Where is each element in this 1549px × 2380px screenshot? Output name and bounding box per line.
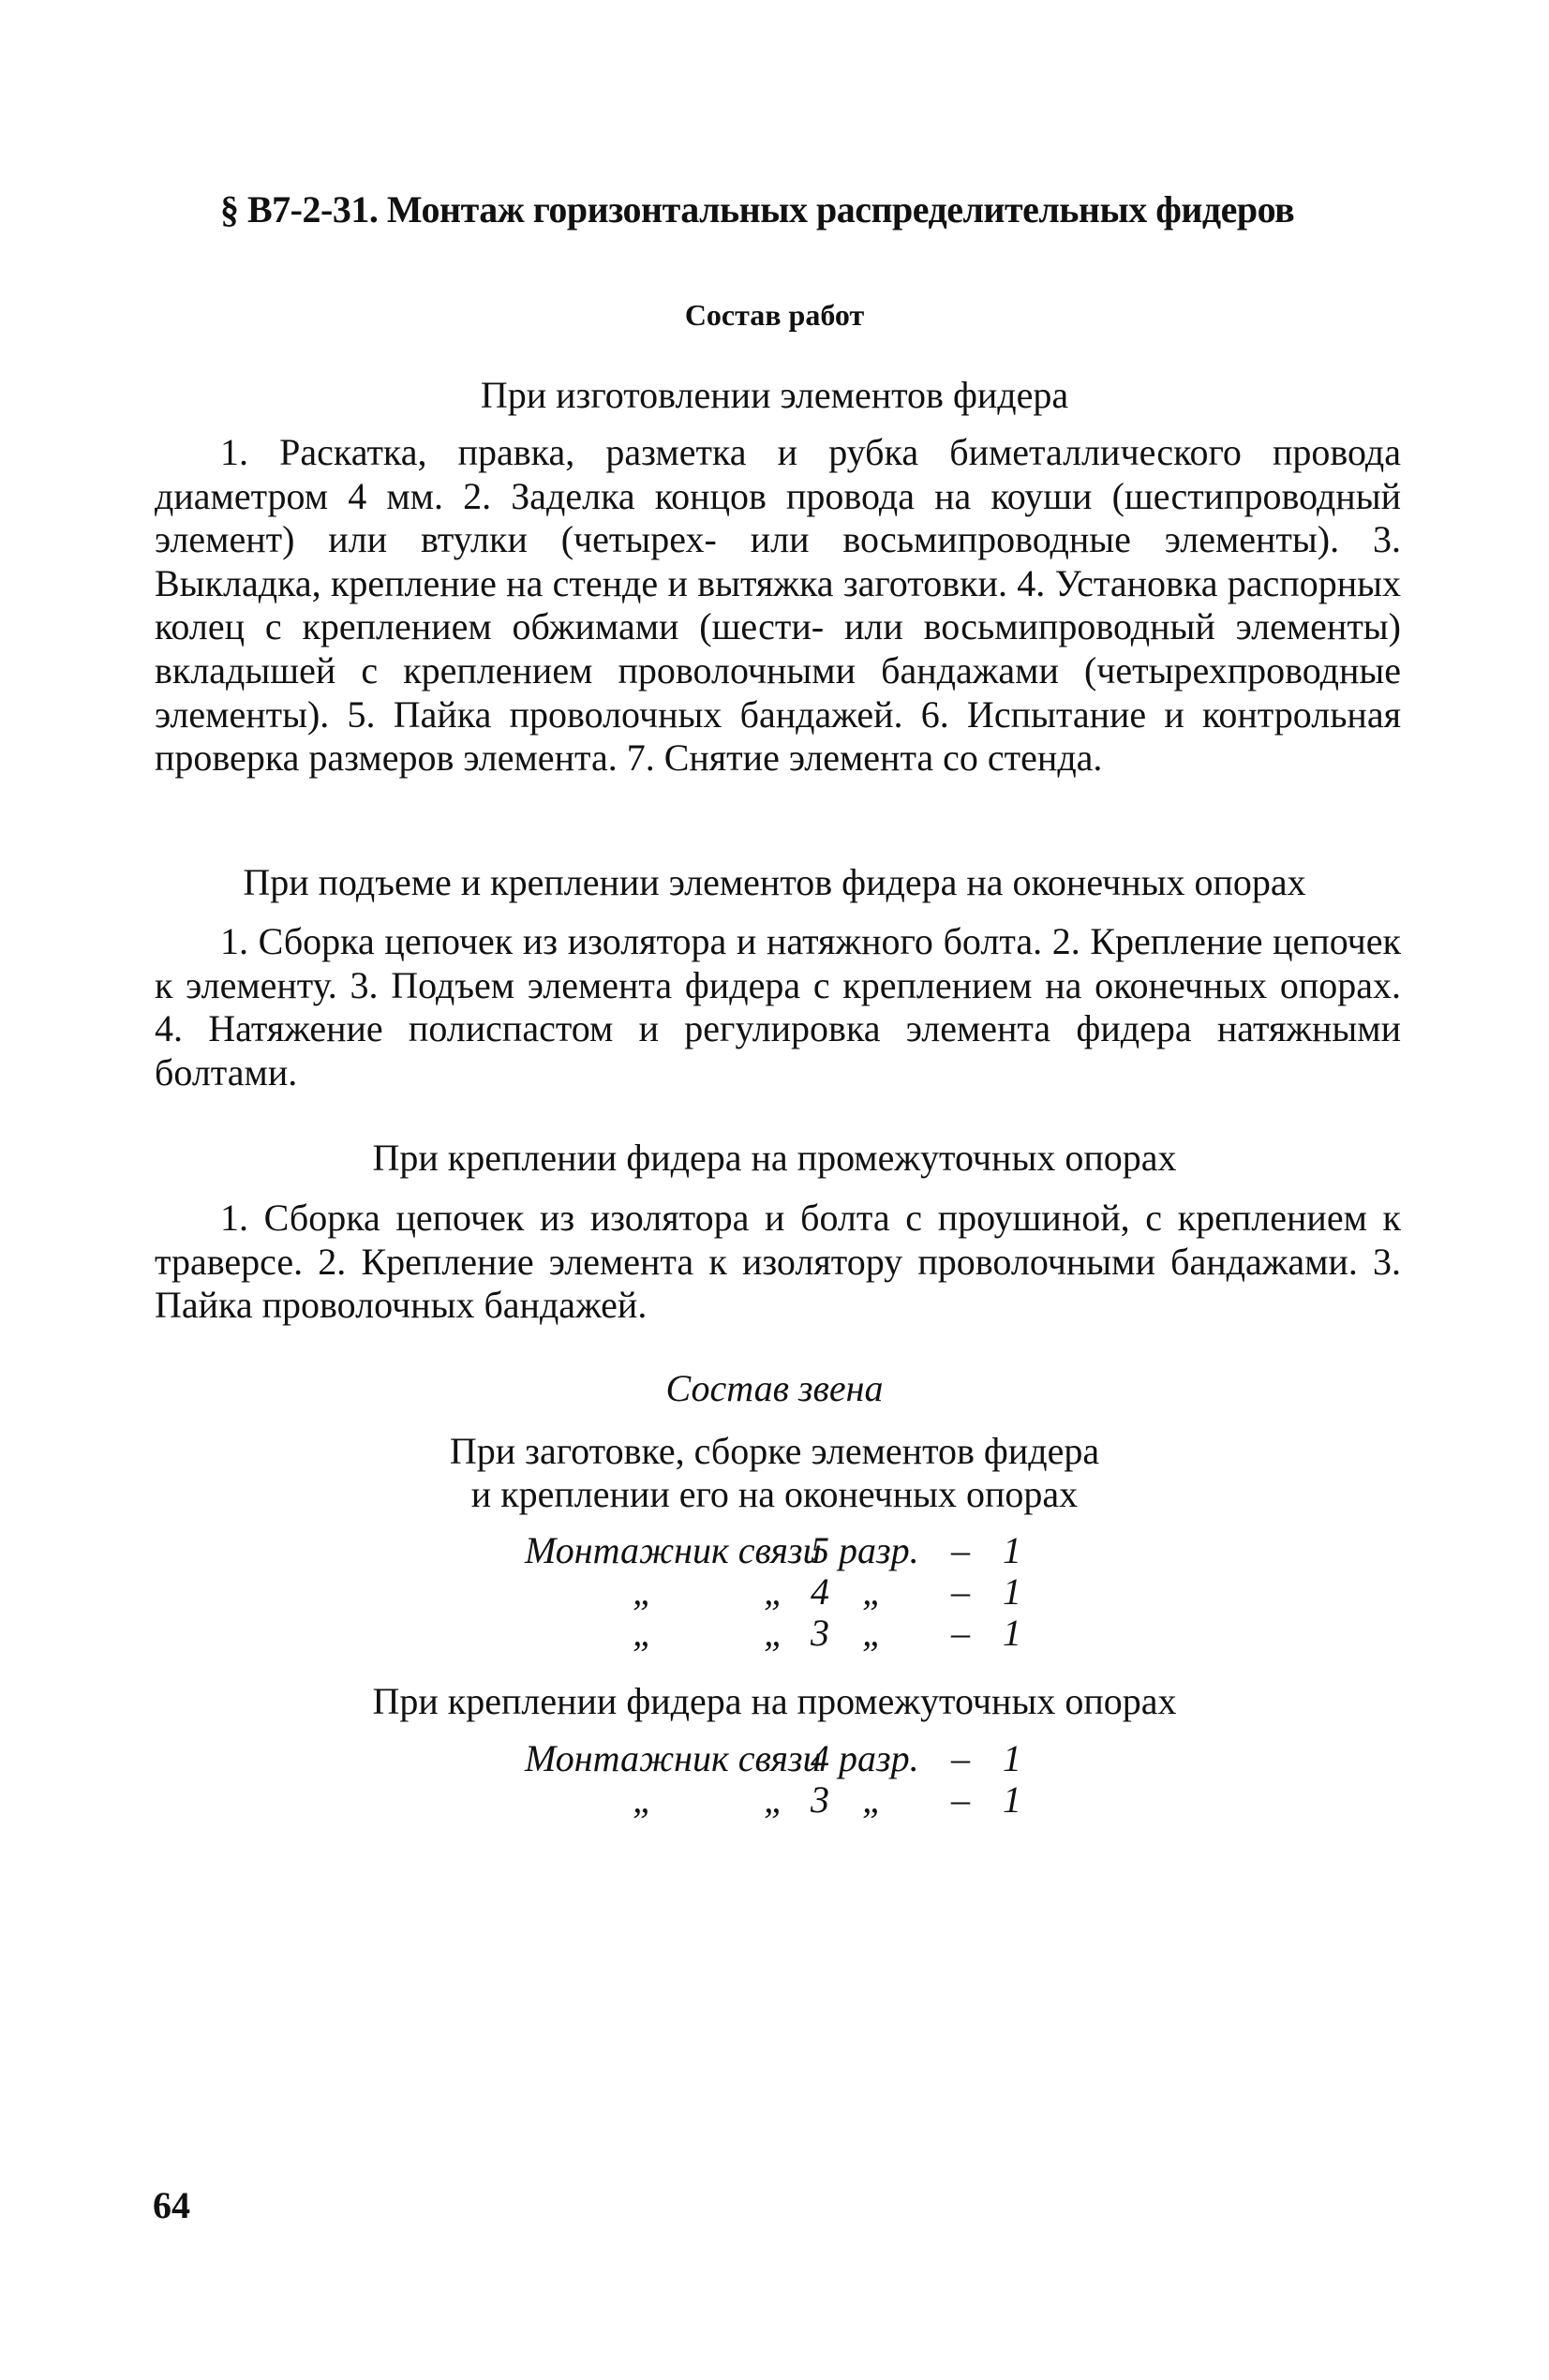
ditto-mark: „ <box>862 1612 884 1654</box>
ditto-mark: „ <box>633 1612 654 1654</box>
section-text-intermediate-supports: 1. Сборка цепочек из изолятора и болта с проушиной, с креплением к траверсе. 2. Крепление элемента к изолятору проволочными бандажами. 3. Пайка проволочных бандажей. <box>155 1197 1401 1327</box>
ditto-mark: „ <box>764 1778 785 1821</box>
crew-role: Монтажник связи <box>525 1529 822 1571</box>
ditto-mark: „ <box>764 1570 785 1613</box>
crew-grade: 3 <box>811 1612 829 1654</box>
crew-group-1-heading-line1: При заготовке, сборке элементов фидера <box>449 1430 1100 1472</box>
crew-role: Монтажник связи <box>525 1737 822 1779</box>
section-text-manufacture: 1. Раскатка, правка, разметка и рубка биметаллического провода диаметром 4 мм. 2. Заделка концов провода на коуши (шестипроводный элемент) или втулки (четырех- или восьмипроводные элементы). 3. Выкладка, крепление на стенде и вытяжка заготовки. 4. Установка распорных колец с креплением обжимами (шести- или восьмипроводный элементы) вкладышей с креплением проволочными бандажами (четырехпроводные элементы). 5. Пайка проволочных бандажей. 6. Испытание и контрольная проверка размеров элемента. 7. Снятие элемента со стенда. <box>155 431 1401 780</box>
crew-count: 1 <box>1003 1529 1021 1571</box>
dash: – <box>951 1612 970 1654</box>
dash: – <box>951 1737 970 1779</box>
crew-composition-heading: Состав звена <box>665 1367 884 1409</box>
crew-grade: 4 разр. <box>811 1737 919 1779</box>
page-number: 64 <box>153 2184 190 2226</box>
ditto-mark: „ <box>862 1570 884 1613</box>
dash: – <box>951 1570 970 1613</box>
section-title: § В7-2-31. Монтаж горизонтальных распределительных фидеров <box>220 188 1295 231</box>
crew-group-1-heading-line2: и креплении его на оконечных опорах <box>470 1473 1079 1515</box>
ditto-mark: „ <box>764 1612 785 1654</box>
ditto-mark: „ <box>633 1778 654 1821</box>
section-heading-manufacture: При изготовлении элементов фидера <box>480 374 1069 416</box>
section-text-terminal-supports: 1. Сборка цепочек из изолятора и натяжного болта. 2. Крепление цепочек к элементу. 3. Подъем элемента фидера с креплением на оконечных опорах. 4. Натяжение полиспастом и регулировка элемента фидера натяжными болтами. <box>155 920 1401 1093</box>
crew-count: 1 <box>1003 1612 1021 1654</box>
crew-count: 1 <box>1003 1570 1021 1613</box>
dash: – <box>951 1529 970 1571</box>
crew-grade: 3 <box>811 1778 829 1821</box>
ditto-mark: „ <box>862 1778 884 1821</box>
crew-count: 1 <box>1003 1778 1021 1821</box>
section-heading-intermediate-supports: При креплении фидера на промежуточных опорах <box>372 1137 1177 1179</box>
work-composition-heading: Состав работ <box>684 298 865 332</box>
crew-count: 1 <box>1003 1737 1021 1779</box>
ditto-mark: „ <box>633 1570 654 1613</box>
crew-group-2-heading: При креплении фидера на промежуточных опорах <box>372 1680 1177 1722</box>
dash: – <box>951 1778 970 1821</box>
crew-grade: 4 <box>811 1570 829 1613</box>
section-heading-terminal-supports: При подъеме и креплении элементов фидера на оконечных опорах <box>243 861 1306 903</box>
crew-grade: 5 разр. <box>811 1529 919 1571</box>
